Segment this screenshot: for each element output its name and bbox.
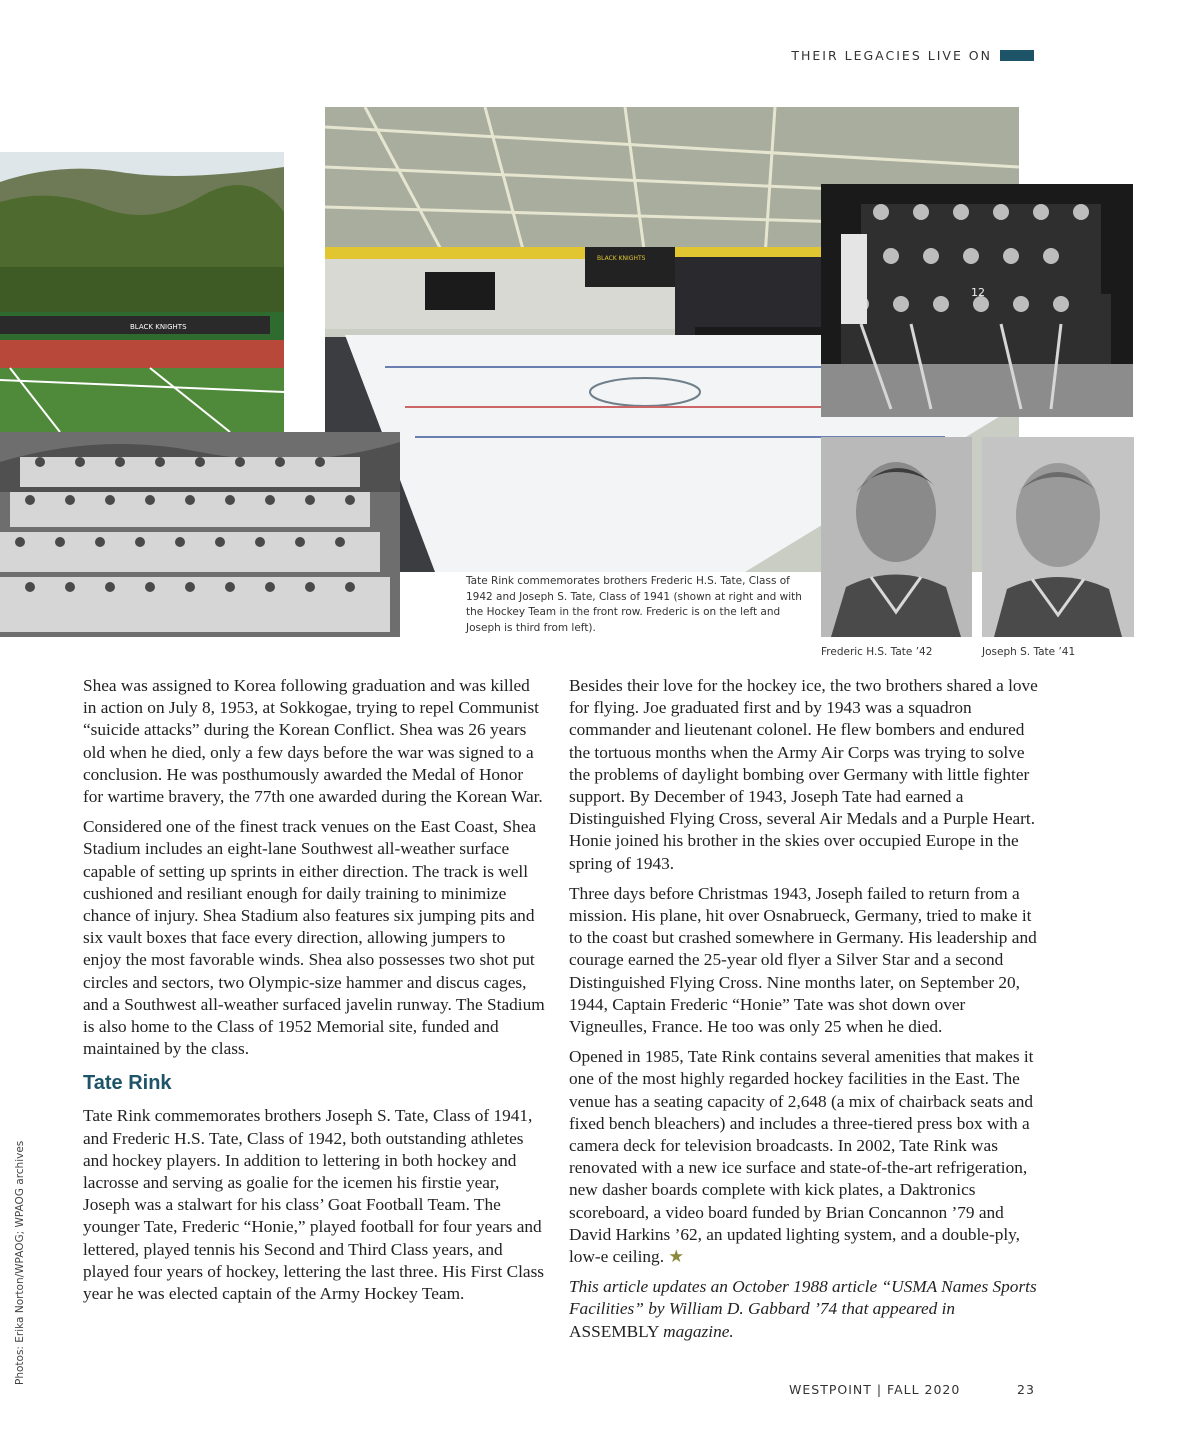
paragraph: Tate Rink commemorates brothers Joseph S. Tate, Class of 1941, and Frederic H.S. Tate, Class of 1942, both outstanding athletes and hockey players. In addition to lettering in both hockey and lacrosse and serving as goalie for the icemen his firstie year, Joseph was a stalwart for his class’ Goat Football Team. The younger Tate, Frederic “Honie,” played football for four years and lettered, played tennis his Second and Third Class years, and played four years of hockey, lettering the last three. His First Class year he was elected captain of the Army Hockey Team. — [83, 1106, 545, 1304]
hockey-team-photo — [821, 184, 1133, 417]
rink-photo-caption: Tate Rink commemorates brothers Frederic H.S. Tate, Class of 1942 and Joseph S. Tate, Class of 1941 (shown at right and with the Hockey Team in the front row. Frederic is on the left and Joseph is third from left). — [466, 575, 802, 634]
paragraph: Three days before Christmas 1943, Joseph failed to return from a mission. His plane, hit over Osnabrueck, Germany, tried to make it to the coast but crashed somewhere in Germany. His leadership and courage earned the 25-year old flyer a Silver Star and a second Distinguished Flying Cross. Nine months later, on September 20, 1944, Captain Frederic “Honie” Tate was shot down over Vigneulles, France. He too was only 25 when he died. — [569, 883, 1037, 1037]
article-column-left — [83, 675, 547, 1313]
section-header — [791, 48, 1034, 63]
paragraph: Besides their love for the hockey ice, the two brothers shared a love for flying. Joe graduated first and by 1943 was a squadron commander and lieutenant colonel. He flew bombers and endured the tortuous months when the Army Air Corps was trying to solve the problems of daylight bombing over Germany with little fighter support. By December of 1943, Joseph Tate had earned a Distinguished Flying Cross, several Air Medals and a Purple Heart. Honie joined his brother in the skies over occupied Europe in the spring of 1943. — [569, 676, 1038, 873]
stadium-photo — [0, 152, 284, 432]
section-title: THEIR LEGACIES LIVE ON — [791, 48, 992, 63]
frederic-caption: Frederic H.S. Tate ’42 — [821, 646, 933, 658]
publication-name: ASSEMBLY — [569, 1321, 659, 1341]
section-heading: Tate Rink — [83, 1072, 172, 1095]
portrait-frederic-photo — [821, 437, 972, 637]
photo-credit: Photos: Erika Norton/WPAOG; WPAOG archives — [14, 1140, 26, 1385]
note-text: This article updates an October 1988 article “USMA Names Sports Facilities” by William D. Gabbard ’74 that appeared in — [569, 1277, 1037, 1319]
stadium-sign-text: BLACK KNIGHTS — [130, 323, 187, 331]
page-footer — [789, 1382, 1035, 1397]
header-accent-bar — [1000, 50, 1034, 61]
publication-line: WESTPOINT | FALL 2020 — [789, 1382, 961, 1397]
track-team-photo — [0, 432, 400, 637]
page-number: 23 — [1017, 1382, 1035, 1397]
note-text-end: magazine. — [663, 1321, 734, 1341]
paragraph: Shea was assigned to Korea following graduation and was killed in action on July 8, 1953, at Sokkogae, trying to repel Communist “suicide attacks” during the Korean Conflict. Shea was 26 years old when he died, only a few days before the war was signed to a conclusion. He was posthumously awarded the Medal of Honor for wartime bravery, the 77th one awarded during the Korean War. — [83, 676, 543, 807]
end-mark-star-icon: ★ — [668, 1247, 684, 1267]
jersey-number: 12 — [971, 286, 985, 299]
paragraph: Considered one of the finest track venues on the East Coast, Shea Stadium includes an eight-lane Southwest all-weather surface capable of setting up sprints in either direction. The track is well cushioned and resiliant enough for daily training to minimize chance of injury. Shea Stadium also features six jumping pits and six vault boxes that face every direction, allowing jumpers to enjoy the most favorable winds. Shea also possesses two shot put circles and sectors, two Olympic-size hammer and discus cages, and a Southwest all-weather surfaced javelin runway. The Stadium is also home to the Class of 1952 Memorial site, funded and maintained by the class. — [83, 817, 545, 1059]
article-note — [569, 1276, 1039, 1343]
article-column-right — [569, 675, 1039, 1351]
portrait-joseph-photo — [982, 437, 1134, 637]
scoreboard-text: BLACK KNIGHTS — [597, 255, 646, 262]
joseph-caption: Joseph S. Tate ’41 — [982, 646, 1076, 658]
paragraph-text: Opened in 1985, Tate Rink contains several amenities that makes it one of the most highly regarded hockey facilities in the East. The venue has a seating capacity of 2,648 (a mix of chairback seats and fixed bench bleachers) and includes a three-tiered press box with a camera deck for television broadcasts. In 2002, Tate Rink was renovated with a new ice surface and state-of-the-art refrigeration, new dasher boards complete with kick plates, a Daktronics scoreboard, a video board funded by Brian Concannon ’79 and David Harkins ’62, an updated lighting system, and a double-ply, low-e ceiling. — [569, 1047, 1034, 1267]
paragraph — [569, 1046, 1039, 1268]
